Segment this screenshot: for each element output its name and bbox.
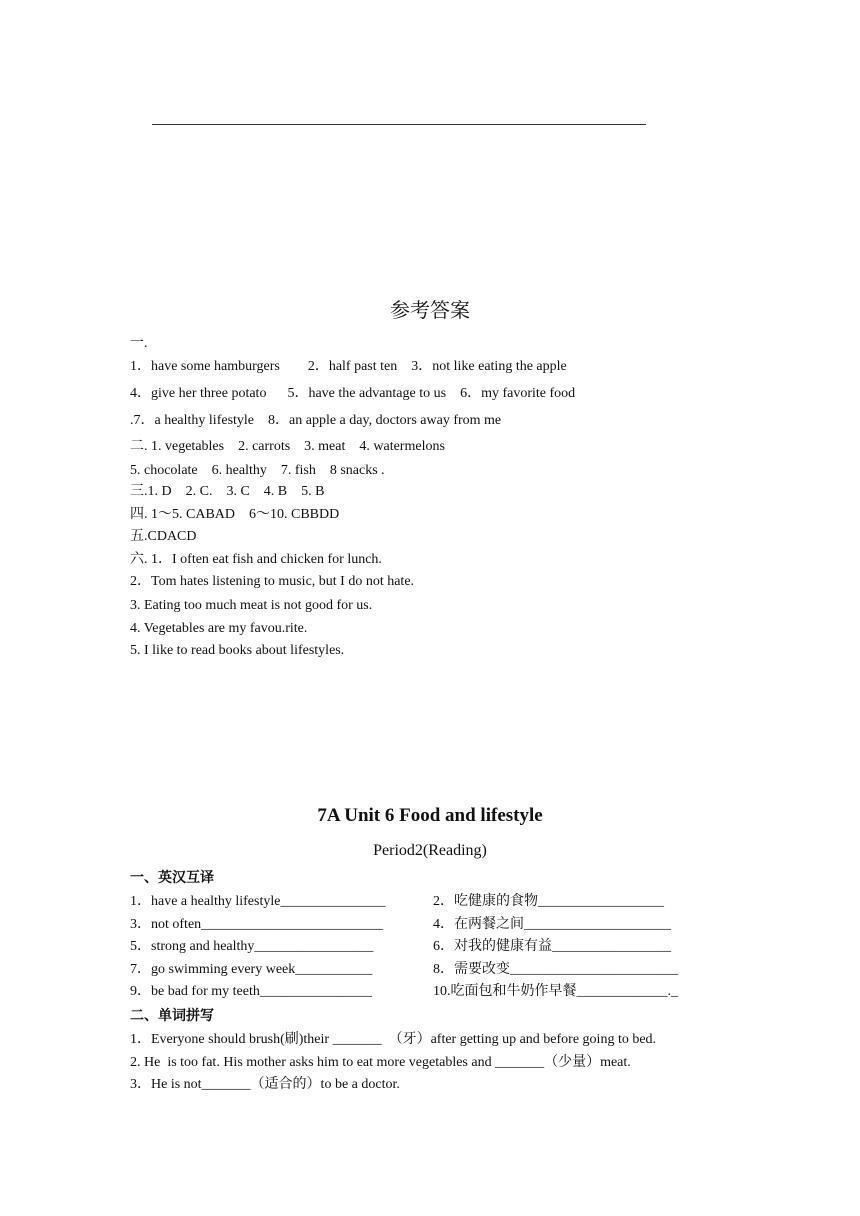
answer-line: .7．a healthy lifestyle 8．an apple a day, doctors away from me [130,413,502,428]
unit-title: 7A Unit 6 Food and lifestyle [317,805,543,826]
exercise-item: 3．not often__________________________ [130,917,384,932]
exercise-item: 4．在两餐之间_____________________ [433,917,671,932]
spelling-item: 1．Everyone should brush(刷)their _______ （牙）after getting up and before going to bed. [130,1032,657,1047]
exercise-item: 7．go swimming every week___________ [130,962,373,977]
exercise-item: 5．strong and healthy_________________ [130,939,374,954]
answer-line: 六. 1．I often eat fish and chicken for lunch. [130,552,382,567]
exercise-item: 8．需要改变________________________ [433,962,678,977]
answer-underline [152,124,646,125]
answer-section-marker: 一. [130,336,148,351]
exercise-item: 2．吃健康的食物__________________ [433,894,664,909]
answer-line: 5. chocolate 6. healthy 7. fish 8 snacks . [130,463,385,478]
answer-key-title: 参考答案 [390,298,470,322]
spelling-item: 3．He is not_______（适合的）to be a doctor. [130,1077,400,1092]
exercise-item: 6．对我的健康有益_________________ [433,939,671,954]
answer-line: 3. Eating too much meat is not good for us. [130,598,373,613]
exercise-item: 10.吃面包和牛奶作早餐_____________._ [433,984,678,999]
spelling-item: 2. He is too fat. His mother asks him to eat more vegetables and _______（少量）meat. [130,1055,631,1070]
section-heading-spelling: 二、单词拼写 [130,1008,214,1024]
answer-line: 三.1. D 2. C. 3. C 4. B 5. B [130,484,325,499]
answer-line: 二. 1. vegetables 2. carrots 3. meat 4. watermelons [130,439,445,454]
answer-line: 1．have some hamburgers 2．half past ten 3．not like eating the apple [130,359,567,374]
answer-line: 4. Vegetables are my favou.rite. [130,621,308,636]
answer-line: 四. 1～5. CABAD 6～10. CBBDD [130,507,340,522]
period-subtitle: Period2(Reading) [373,842,487,859]
exercise-item: 9．be bad for my teeth________________ [130,984,372,999]
answer-line: 2．Tom hates listening to music, but I do not hate. [130,574,415,589]
answer-line: 4．give her three potato 5．have the advantage to us 6．my favorite food [130,386,576,401]
answer-line: 五.CDACD [130,529,197,544]
answer-line: 5. I like to read books about lifestyles. [130,643,345,658]
exercise-item: 1．have a healthy lifestyle_______________ [130,894,386,909]
section-heading-translate: 一、英汉互译 [130,870,214,886]
